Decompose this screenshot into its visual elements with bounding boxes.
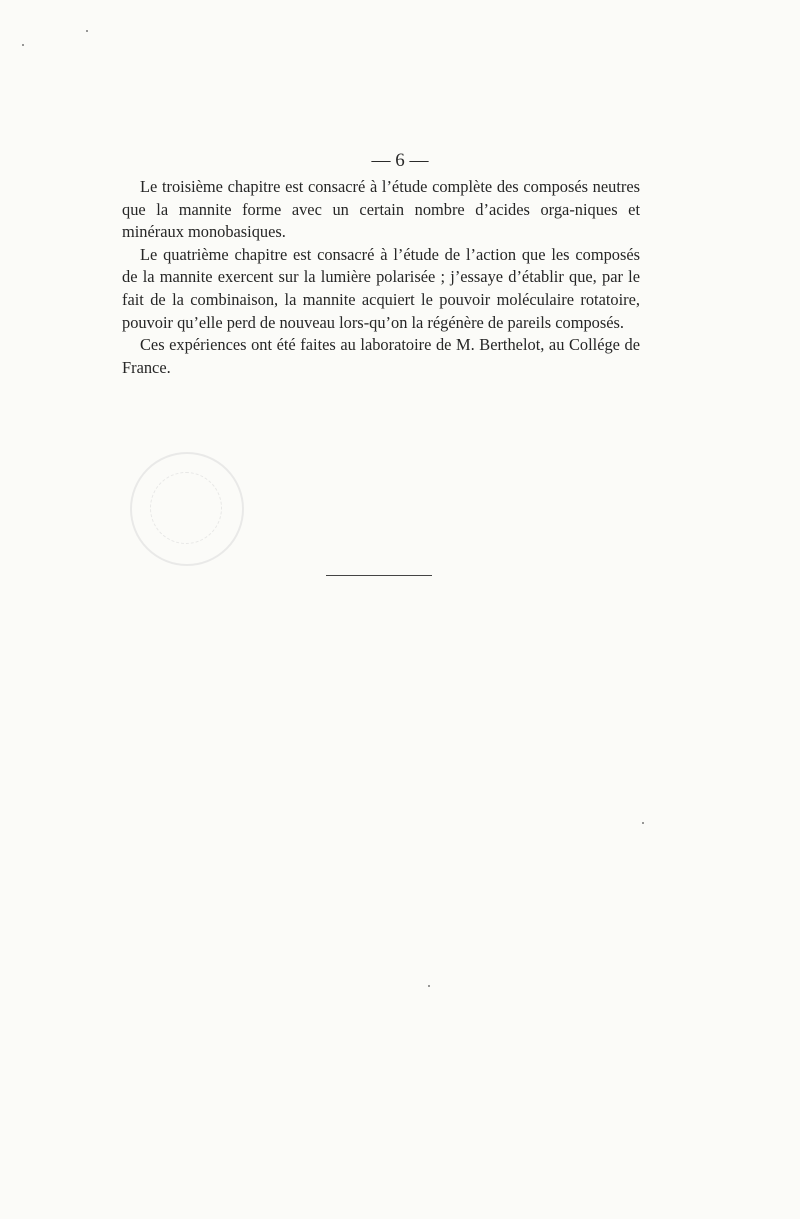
paragraph: Le troisième chapitre est consacré à l’étude complète des composés neutres que la mannite forme avec un certain nombre d’acides orga-niques et minéraux monobasiques. xyxy=(122,177,640,242)
bleed-through-text xyxy=(128,590,653,1020)
paragraph: Ces expériences ont été faites au laboratoire de M. Berthelot, au Collége de France. xyxy=(122,335,640,377)
page-number: — 6 — xyxy=(371,150,429,171)
paper-speck xyxy=(428,985,430,987)
body-text xyxy=(122,176,640,379)
section-divider xyxy=(326,575,432,576)
library-stamp-bleed xyxy=(130,452,244,566)
paper-speck xyxy=(642,822,644,824)
paragraph: Le quatrième chapitre est consacré à l’étude de l’action que les composés de la mannite exercent sur la lumière polarisée ; j’essaye d’établir que, par le fait de la combinaison, la mannite acquiert le pouvoir moléculaire rotatoire, pouvoir qu’elle perd de nouveau lors-qu’on la régénère de pareils composés. xyxy=(122,244,640,332)
paper-speck xyxy=(22,44,24,46)
paper-speck xyxy=(86,30,88,32)
